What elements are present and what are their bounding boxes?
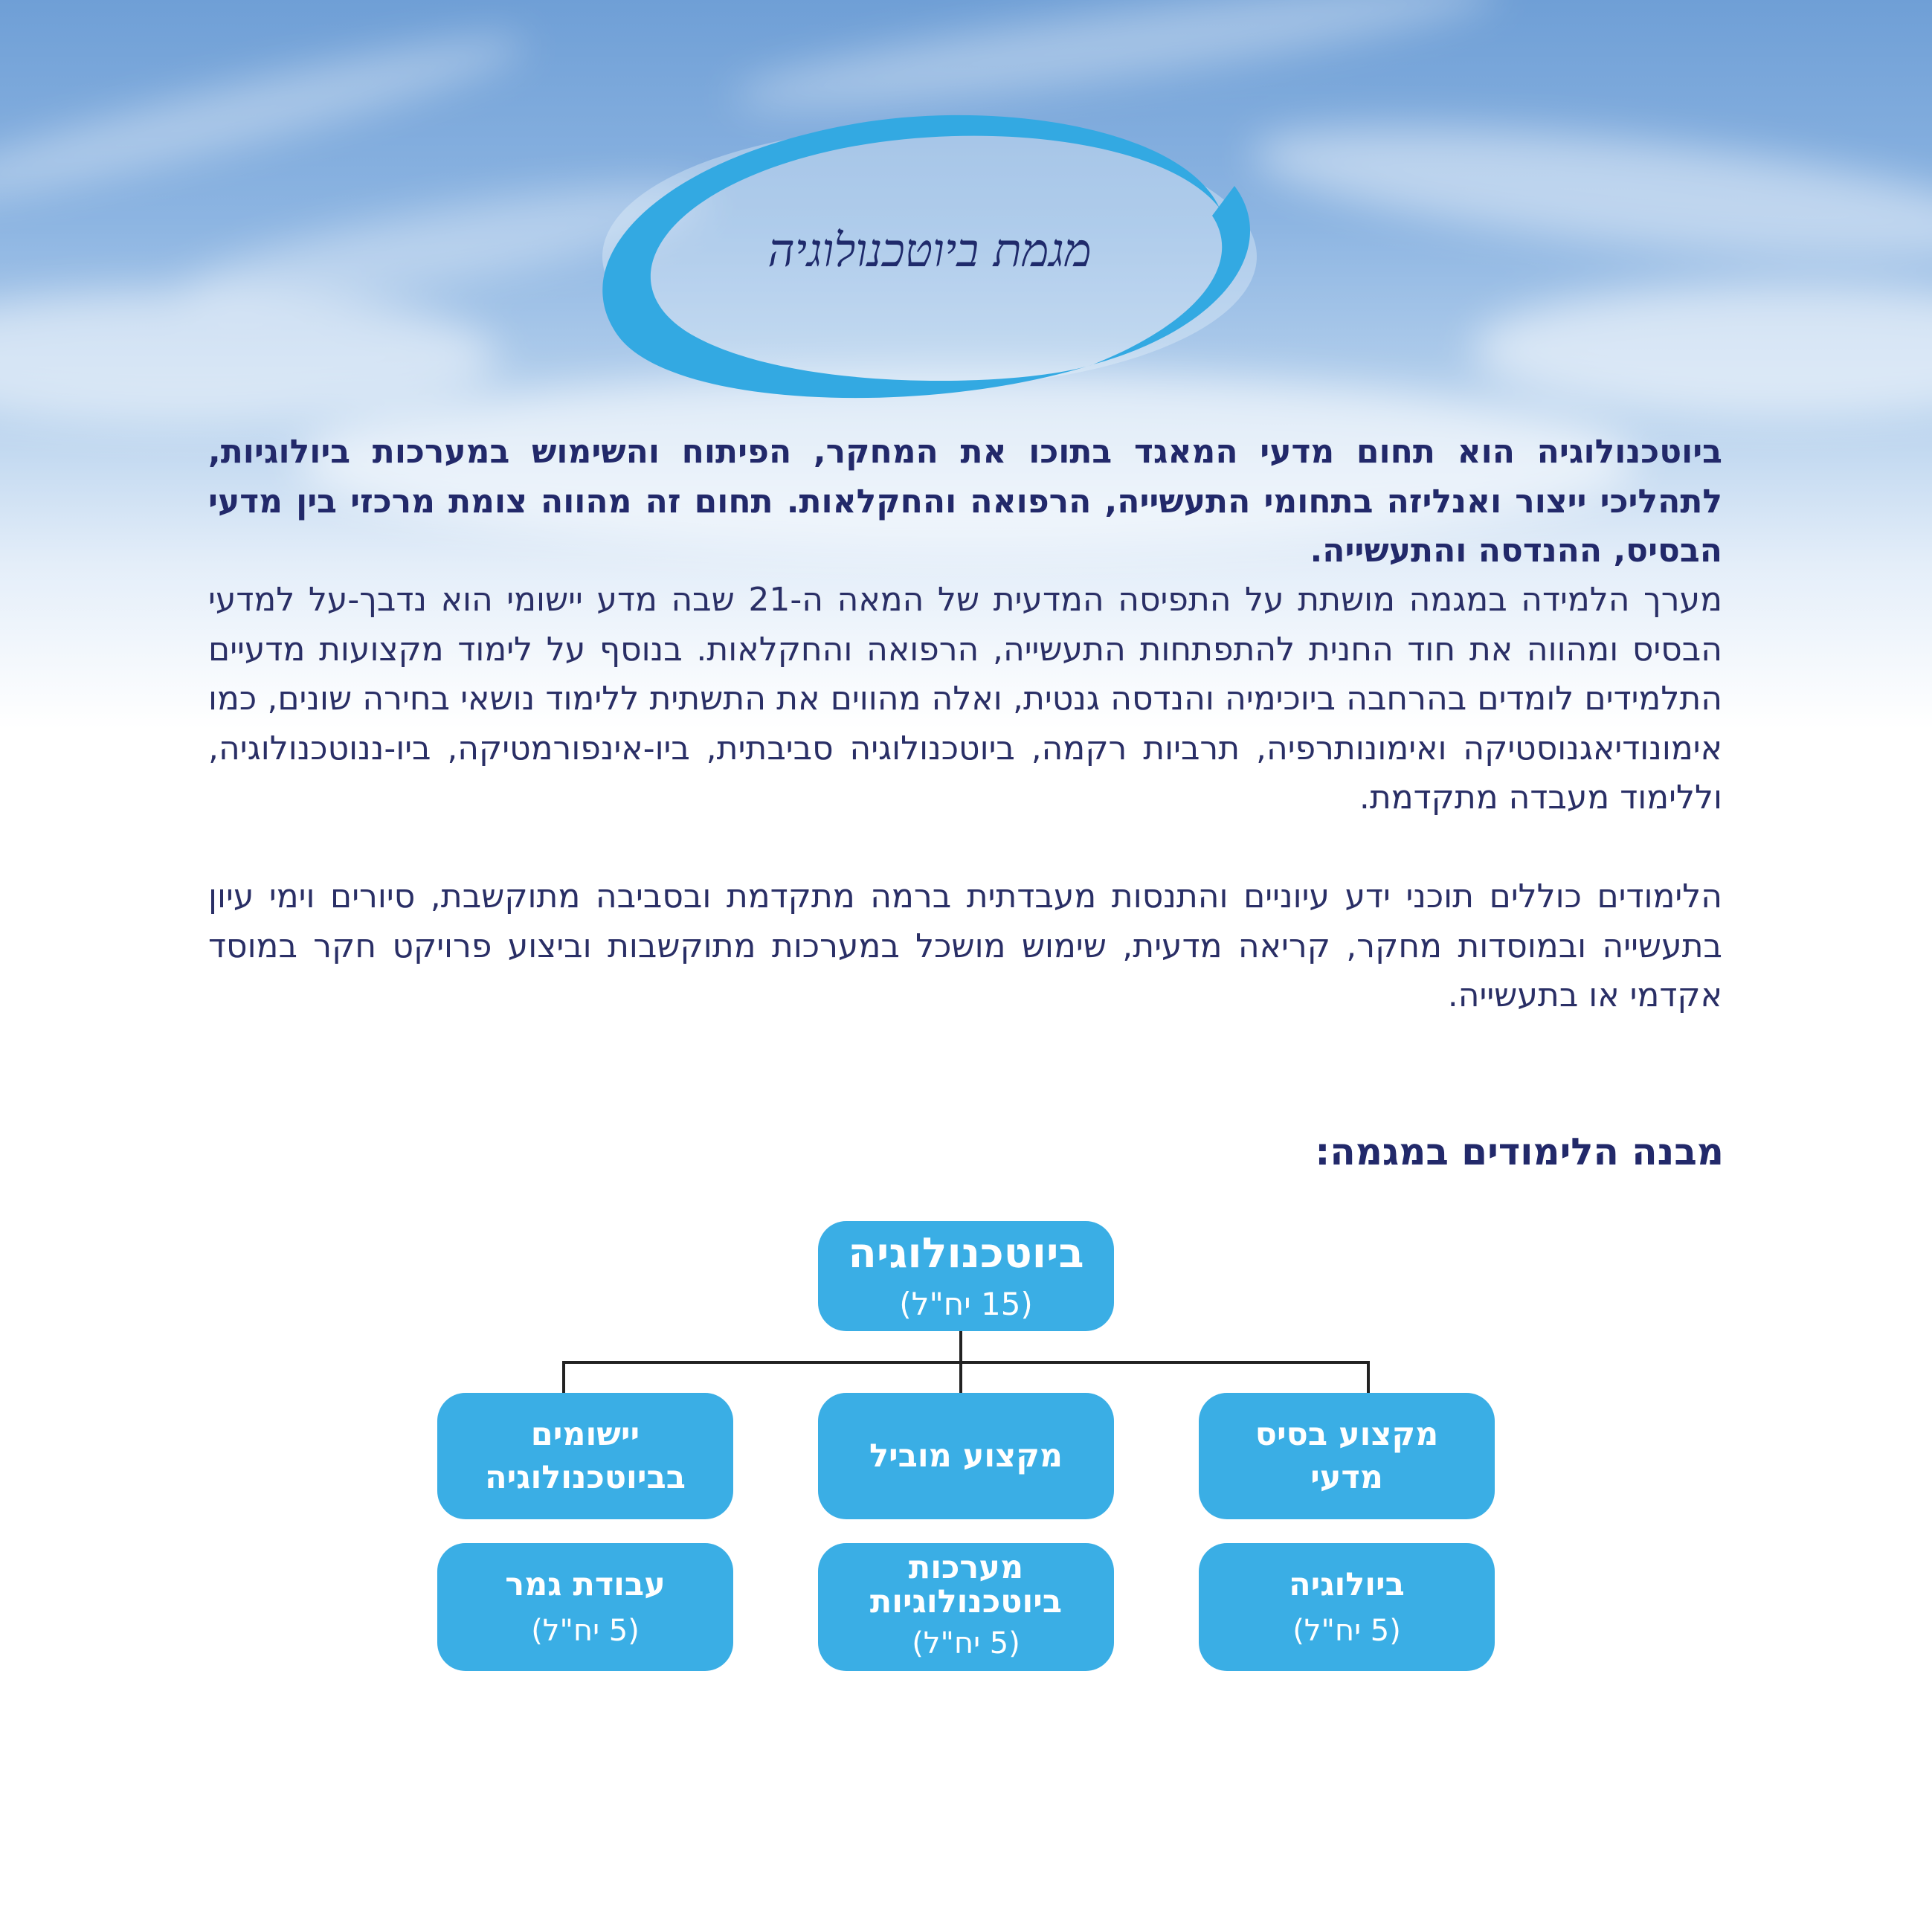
- root-units: (15 יח"ל): [899, 1286, 1033, 1322]
- studies-paragraph: הלימודים כוללים תוכני ידע עיוניים והתנסות מעבדתית ברמה מתקדמת ובסביבה מתוקשבת, סיורים וימי עיון בתעשייה ובמוסדות מחקר, קריאה מדעית, שימוש מושכל במערכות מתוקשבות וביצוע פרויקט חקר במוסד אקדמי או בתעשייה.: [208, 878, 1722, 1014]
- category-box-applications: [437, 1393, 733, 1519]
- subject-label: ביולוגיה: [1289, 1566, 1405, 1603]
- intro-paragraph: ביוטכנולוגיה הוא תחום מדעי המאגד בתוכו את המחקר, הפיתוח והשימוש במערכות ביולוגיות, לתהליכי ייצור ואנליזה בתחומי התעשייה, הרפואה והחקלאות. תחום זה מהווה צומת מרכזי בין מדעי הבסיס, ההנדסה והתעשייה.: [208, 433, 1722, 570]
- root-label: ביוטכנולוגיה: [848, 1229, 1084, 1278]
- category-label: מקצוע מוביל: [869, 1437, 1063, 1475]
- subject-box-final-project: [437, 1543, 733, 1671]
- structure-title: מבנה הלימודים במגמה:: [1315, 1130, 1724, 1173]
- category-label: יישומים בביוטכנולוגיה: [485, 1416, 686, 1496]
- subject-units: (5 יח"ל): [912, 1626, 1020, 1661]
- subject-label: עבודת גמר: [505, 1566, 666, 1603]
- category-box-basic-science: [1199, 1393, 1495, 1519]
- category-box-leading-subject: [818, 1393, 1114, 1519]
- subject-box-biotech-systems: [818, 1543, 1114, 1671]
- subject-units: (5 יח"ל): [1292, 1614, 1401, 1648]
- subject-box-biology: [1199, 1543, 1495, 1671]
- subject-label: מערכות ביוטכנולוגיות: [869, 1549, 1063, 1620]
- logo-title: מגמת ביוטכנולוגיה: [767, 223, 1092, 277]
- chart-root-box: [818, 1221, 1114, 1331]
- category-label: מקצוע בסיס מדעי: [1255, 1416, 1439, 1496]
- learning-paragraph: מערך הלמידה במגמה מושתת על התפיסה המדעית של המאה ה-21 שבה מדע יישומי הוא נדבך-על למדעי הבסיס ומהווה את חוד החנית להתפתחות התעשייה, הרפואה והחקלאות. בנוסף על לימוד מקצועות מדעיים התלמידים לומדים בהרחבה ביוכימיה והנדסה גנטית, ואלה מהווים את התשתית ללימוד נושאי בחירה שונים, כמו אימונודיאגנוסטיקה ואימונותרפיה, תרביות רקמה, ביוטכנולוגיה סביבתית, ביו-אינפורמטיקה, ביו-ננוטכנולוגיה, וללימוד מעבדה מתקדמת.: [208, 581, 1722, 817]
- subject-units: (5 יח"ל): [531, 1614, 640, 1648]
